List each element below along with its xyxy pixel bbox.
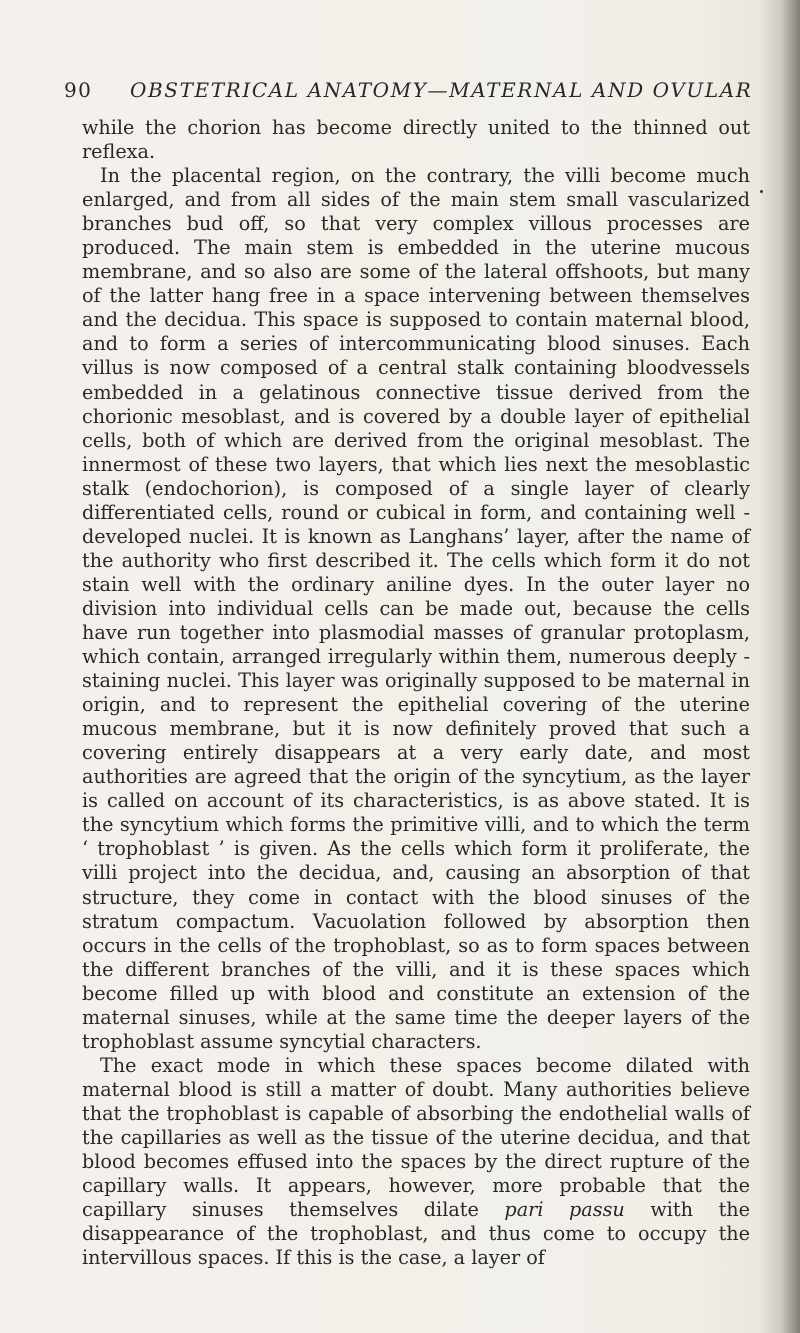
body-text	[82, 116, 750, 1270]
page-number: 90	[64, 78, 93, 102]
margin-dot	[760, 190, 763, 193]
paragraph-1: while the chorion has become directly united to the thinned out reflexa.	[82, 116, 750, 164]
paragraph-3	[82, 1054, 750, 1270]
paragraph-3-end: with the disappearance of the trophoblast, and thus come to occupy the intervillous spaces. If this is the case, a layer of	[82, 1198, 750, 1270]
paragraph-2: In the placental region, on the contrary, the villi become much enlarged, and from all sides of the main stem small vascularized branches bud off, so that very complex villous processes are produced. The main stem is embedded in the uterine mucous membrane, and so also are some of the lateral offshoots, but many of the latter hang free in a space intervening between themselves and the decidua. This space is supposed to contain maternal blood, and to form a series of intercommunicating blood sinuses. Each villus is now composed of a central stalk containing bloodvessels embedded in a gelatinous connective tissue derived from the chorionic mesoblast, and is covered by a double layer of epithelial cells, both of which are derived from the original mesoblast. The innermost of these two layers, that which lies next the mesoblastic stalk (endochorion), is composed of a single layer of clearly differentiated cells, round or cubical in form, and containing well - developed nuclei. It is known as Langhans’ layer, after the name of the authority who first described it. The cells which form it do not stain well with the ordinary aniline dyes. In the outer layer no division into individual cells can be made out, because the cells have run together into plasmodial masses of granular protoplasm, which contain, arranged irregularly within them, numerous deeply - staining nuclei. This layer was originally supposed to be maternal in origin, and to represent the epithelial covering of the uterine mucous membrane, but it is now definitely proved that such a covering entirely disappears at a very early date, and most authorities are agreed that the origin of the syncytium, as the layer is called on account of its characteristics, is as above stated. It is the syncytium which forms the primitive villi, and to which the term ‘ trophoblast ’ is given. As the cells which form it proliferate, the villi project into the decidua, and, causing an absorption of that structure, they come in contact with the blood sinuses of the stratum compactum. Vacuolation followed by absorption then occurs in the cells of the trophoblast, so as to form spaces between the different branches of the villi, and it is these spaces which become filled up with blood and constitute an extension of the maternal sinuses, while at the same time the deeper layers of the trophoblast assume syncytial characters.	[82, 164, 750, 1053]
running-head: OBSTETRICAL ANATOMY—MATERNAL AND OVULAR	[130, 78, 753, 102]
page-header	[64, 76, 754, 106]
italic-phrase: pari passu	[504, 1198, 625, 1222]
page-edge-shadow	[758, 0, 800, 1333]
paragraph-3-text: The exact mode in which these spaces become dilated with maternal blood is still a matter of doubt. Many authorities believe that the trophoblast is capable of absorbing the endothelial walls of the capillaries as well as the tissue of the uterine decidua, and that blood becomes effused into the spaces by the direct rupture of the capillary walls. It appears, however, more probable that the capillary sinuses themselves dilate	[82, 1053, 750, 1222]
